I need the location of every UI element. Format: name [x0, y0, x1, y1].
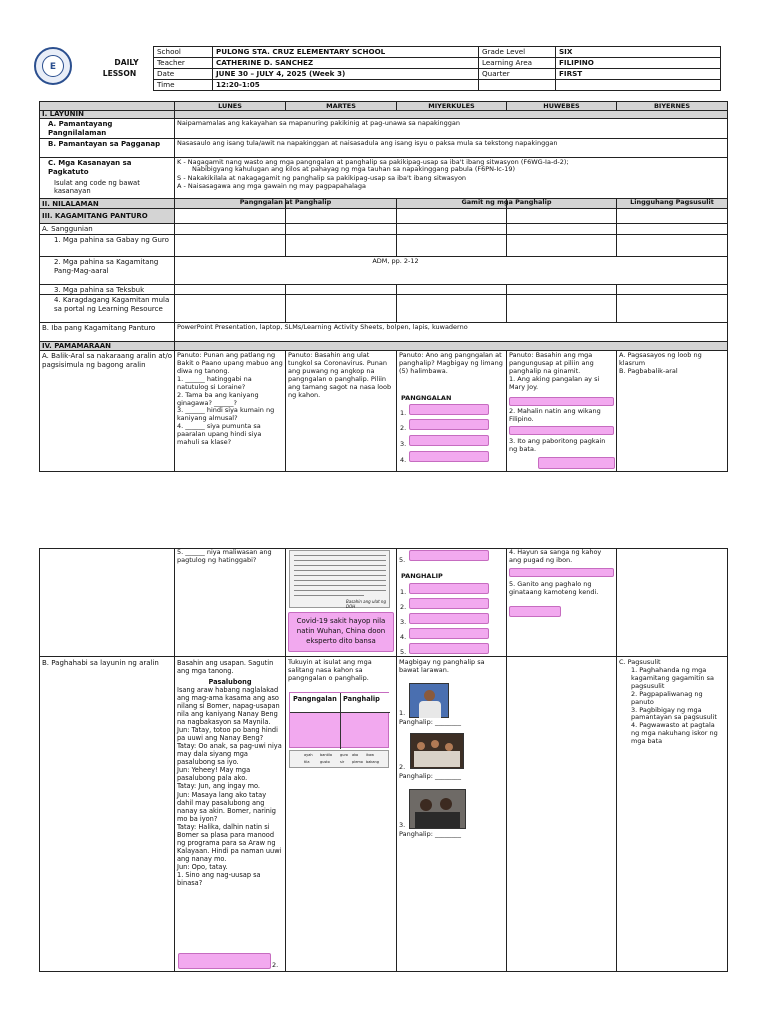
pagsusulit-step-3: 3. Pagbibigay ng mga pamantayan sa pagsusulit	[631, 705, 717, 722]
word: sir	[340, 760, 345, 764]
header-label-area: Learning Area	[482, 58, 533, 67]
photo-num-2: 2.	[399, 763, 406, 771]
story-line-3: Tatay: Oo anak, sa pag-uwi niya may dala siyang mga pasalubong sa iyo.	[177, 742, 282, 767]
answer-box[interactable]	[409, 419, 489, 430]
lunes-paghahabi	[175, 658, 285, 888]
photo-2	[410, 733, 464, 769]
panghalip-num-3: 3.	[400, 618, 407, 626]
miy-num-5: 5.	[399, 556, 406, 564]
biyernes-paghahabi	[617, 658, 727, 747]
lunes-item-3: 3. ______ hindi siya kumain ng kaniyang almusal?	[177, 406, 275, 423]
header-value-quarter: FIRST	[559, 69, 583, 78]
panghalip-num-5: 5.	[400, 648, 407, 656]
text-pamantayang-pangnilalaman: Naipamamalas ang kakayahan sa mapanuring pakikinig at pag-unawa sa napakinggan	[177, 119, 461, 127]
daily-lesson-title	[92, 57, 147, 79]
lunes-item-5: 5. ______ niya maliwasan ang pagtulog ng hatinggabi?	[177, 548, 272, 564]
story-line-4: Jun: Yeheey! May mga pasalubong pala ako.	[177, 766, 251, 783]
photo-num-1: 1.	[399, 709, 406, 717]
lunes-item-4: 4. ______ siya pumunta sa paaralan upang hindi siya mahuli sa klase?	[177, 422, 262, 447]
kasanayan-k: K - Nagagamit nang wasto ang mga pangngalan at panghalip sa pakikipag-usap sa iba't ibang sitwasyon (F6WG-Ia-d-2);	[177, 158, 569, 166]
day-header-biyernes: BIYERNES	[653, 102, 691, 110]
title-line-1: DAILY	[114, 58, 139, 67]
header-label-quarter: Quarter	[482, 69, 510, 78]
label-karagdagang-kagamitan: 4. Karagdagang Kagamitan mula sa portal ng Learning Resource	[54, 296, 170, 313]
header-label-time: Time	[157, 80, 175, 89]
answer-box[interactable]	[409, 451, 489, 462]
label-pamantayan-pagganap: B. Pamantayan sa Pagganap	[48, 140, 161, 148]
miyerkules-panghalip-label: PANGHALIP	[401, 572, 443, 580]
label-kasanayan-code: Isulat ang code ng bawat kasanayan	[54, 179, 140, 196]
header-label-grade: Grade Level	[482, 47, 526, 56]
kasanayan-k2: Nabibigyang kahulugan ang kilos at pahayag ng mga tauhan sa napakinggang pabula (F6PN-Ic-19)	[192, 165, 516, 173]
header-value-school: PULONG STA. CRUZ ELEMENTARY SCHOOL	[216, 47, 386, 56]
miy-num-1: 1.	[400, 409, 407, 417]
nilalaman-pagsusulit: Lingguhang Pagsusulit	[630, 198, 714, 206]
answer-box[interactable]	[409, 613, 489, 624]
table-header-pangngalan: Pangngalan	[293, 695, 337, 703]
word: tila	[304, 760, 310, 764]
label-paghahabi: B. Paghahabi sa layunin ng aralin	[42, 659, 159, 667]
answer-box[interactable]	[409, 404, 489, 415]
pagsusulit-step-1: 1. Paghahanda ng mga kagamitang gagamitin sa pagsusulit	[631, 665, 714, 690]
photo-1	[409, 683, 449, 718]
word: guro	[340, 753, 348, 757]
section-layunin: I. LAYUNIN	[42, 110, 84, 118]
story-line-6: Jun: Masaya lang ako tatay dahil may pasalubong ang nanay sa akin. Bomer, narinig mo ba iyon?	[177, 790, 276, 823]
day-header-huwebes: HUWEBES	[543, 102, 580, 110]
huwebes-item-3: 3. Ito ang paboritong pagkain ng bata.	[509, 437, 606, 453]
pagsusulit-title: C. Pagsusulit	[619, 658, 661, 666]
word-bank-box: Covid-19 sakit hayop nila natin Wuhan, China doon eksperto dito bansa	[288, 612, 394, 652]
doh-report-image	[289, 550, 390, 608]
answer-box[interactable]	[538, 457, 615, 469]
photo-3	[409, 789, 466, 829]
miyerkules-balik-aral: Panuto: Ano ang pangngalan at panghalip? Magbigay ng limang (5) halimbawa.	[399, 351, 503, 375]
adm-pages: ADM, pp. 2-12	[372, 257, 419, 265]
answer-box[interactable]	[409, 583, 489, 594]
label-sanggunian: A. Sanggunian	[42, 225, 93, 233]
nilalaman-pangngalan: Pangngalan at Panghalip	[239, 198, 332, 206]
word: plemo	[352, 760, 363, 764]
header-value-date: JUNE 30 – JULY 4, 2025 (Week 3)	[216, 69, 346, 78]
answer-box[interactable]	[509, 397, 614, 406]
lunes-intro: Basahin ang usapan. Sagutin ang mga tanong.	[177, 659, 274, 676]
story-line-1: Isang araw habang naglalakad ang mag-ama kasama ang aso nilang si Bomer, napag-usapan nila ang kaniyang Nanay Beng na nagbakasyon sa Maynila.	[177, 686, 280, 727]
kasanayan-a: A - Naisasagawa ang mga gawain ng may pagpapahalaga	[177, 182, 366, 190]
answer-box[interactable]	[409, 628, 489, 639]
huwebes-item-4: 4. Hayun sa sanga ng kahoy ang pugad ng ibon.	[509, 548, 602, 564]
label-iba-pang-kagamitan: B. Iba pang Kagamitang Panturo	[42, 324, 156, 332]
header-value-grade: SIX	[559, 47, 573, 56]
kasanayan-s: S - Nakakikilala at nakagagamit ng panghalip sa pakikipag-usap sa iba't ibang sitwasyon	[177, 174, 467, 182]
header-value-time: 12:20-1:05	[216, 80, 260, 89]
answer-box[interactable]	[509, 426, 614, 435]
label-kasanayan: C. Mga Kasanayan sa Pagkatuto	[48, 159, 132, 176]
word: gusto	[320, 760, 330, 764]
day-header-miyerkules: MIYERKULES	[428, 102, 475, 110]
story-line-5: Tatay: Jun, ang ingay mo.	[177, 782, 261, 791]
biyernes-item-b: B. Pagbabalik-aral	[619, 366, 678, 375]
word: ikaw	[366, 753, 374, 757]
sorting-table	[289, 692, 389, 748]
deped-seal	[34, 47, 72, 85]
word-list-box	[289, 750, 389, 768]
section-kagamitan: III. KAGAMITANG PANTURO	[42, 212, 148, 220]
huwebes-item-1: 1. Ang aking pangalan ay si Mary Joy.	[509, 374, 600, 391]
day-header-lunes: LUNES	[218, 102, 242, 110]
label-gabay-guro: 1. Mga pahina sa Gabay ng Guro	[54, 236, 169, 244]
label-kagamitang-mag-aaral: 2. Mga pahina sa Kagamitang Pang-Mag-aaral	[54, 258, 159, 275]
pagsusulit-step-4: 4. Pagwawasto at pagtala ng mga nakuhang iskor ng mga bata	[631, 721, 718, 746]
lunes-item-2: 2. Tama ba ang kaniyang ginagawa? ______?	[177, 390, 259, 407]
seal-emblem: E	[42, 55, 64, 77]
lunes-balik-aral	[175, 351, 285, 448]
story-question-1: 1. Sino ang nag-uusap sa binasa?	[177, 870, 261, 887]
section-nilalaman: II. NILALAMAN	[42, 200, 99, 208]
story-line-8: Jun: Opo, tatay.	[177, 862, 228, 871]
title-line-2: LESSON	[102, 69, 137, 78]
biyernes-balik-aral	[617, 351, 727, 377]
story-line-2: Jun: Tatay, totoo po bang hindi pa uuwi ang Nanay Beng?	[177, 726, 278, 743]
panghalip-num-2: 2.	[400, 603, 407, 611]
story-title: Pasalubong	[208, 678, 252, 687]
header-label-date: Date	[157, 69, 175, 78]
answer-box[interactable]	[509, 568, 614, 577]
nilalaman-gamit: Gamit ng mga Panghalip	[461, 198, 552, 206]
martes-balik-aral: Panuto: Basahin ang ulat tungkol sa Coronavirus. Punan ang puwang ng angkop na pangngalan o panghalip. Piliin ang tamang sagot na nasa loob ng kahon.	[288, 351, 392, 399]
panghalip-num-1: 1.	[400, 588, 407, 596]
label-teksbuk: 3. Mga pahina sa Teksbuk	[54, 286, 145, 294]
story-line-7: Tatay: Halika, dalhin natin si Bomer sa plasa para manood ng programa para sa Araw ng Kalayaan. Hindi pa naman uuwi ang nanay mo.	[177, 822, 282, 863]
answer-box[interactable]	[409, 598, 489, 609]
word: ayah	[304, 753, 313, 757]
answer-box[interactable]	[509, 606, 561, 617]
huwebes-item-5: 5. Ganito ang paghalo ng ginataang kamoteng kendi.	[509, 580, 599, 596]
miy-num-4: 4.	[400, 456, 407, 464]
answer-box[interactable]	[409, 550, 489, 561]
section-pamamaraan: IV. PAMAMARAAN	[42, 342, 111, 350]
day-header-martes: MARTES	[326, 102, 356, 110]
header-value-area: FILIPINO	[559, 58, 594, 67]
word: bantila	[320, 753, 333, 757]
answer-box[interactable]	[409, 435, 489, 446]
panghalip-blank-3: Panghalip: ________	[399, 830, 461, 838]
label-pamantayang-pangnilalaman: A. Pamantayang Pangnilalaman	[48, 120, 113, 137]
panghalip-num-4: 4.	[400, 633, 407, 641]
panghalip-blank-2: Panghalip: ________	[399, 772, 461, 780]
miy-num-3: 3.	[400, 440, 407, 448]
word: bakang	[366, 760, 379, 764]
huwebes-item-2: 2. Mahalin natin ang wikang Filipino.	[509, 407, 601, 423]
lunes-panuto: Panuto: Punan ang patlang ng Bakit o Paano upang mabuo ang diwa ng tanong.	[177, 351, 283, 375]
pagsusulit-step-2: 2. Pagpapaliwanag ng panuto	[631, 689, 703, 706]
answer-box[interactable]	[409, 643, 489, 654]
miyerkules-pangngalan-label: PANGNGALAN	[401, 394, 452, 402]
martes-paghahabi: Tukuyin at isulat ang mga salitang nasa kahon sa pangngalan o panghalip.	[288, 658, 372, 682]
story-question-2: 2.	[272, 961, 279, 969]
word: ako	[352, 753, 359, 757]
lunes-item-1: 1. ______ hatinggabi na natutulog si Loraine?	[177, 374, 252, 391]
huwebes-panuto: Panuto: Basahin ang mga pangungusap at piliin ang panghalip na ginamit.	[509, 351, 594, 375]
text-pamantayan-pagganap: Nasasaulo ang isang tula/awit na napakinggan at naisasadula ang isang isyu o paksa mula sa tekstong napakinggan	[177, 139, 558, 147]
miyerkules-paghahabi: Magbigay ng panghalip sa bawat larawan.	[399, 658, 485, 674]
biyernes-item-a: A. Pagsasayos ng loob ng klasrum	[619, 351, 702, 367]
answer-box[interactable]	[178, 953, 271, 969]
header-label-teacher: Teacher	[157, 58, 185, 67]
photo-num-3: 3.	[399, 821, 406, 829]
miy-num-2: 2.	[400, 424, 407, 432]
iba-pang-kagamitan-value: PowerPoint Presentation, laptop, SLMs/Learning Activity Sheets, bolpen, lapis, kuwaderno	[177, 323, 468, 331]
huwebes-balik-aral	[507, 351, 616, 393]
doh-caption: Basahin ang ulat ng DOH	[346, 599, 386, 609]
label-balik-aral: A. Balik-Aral sa nakaraang aralin at/o pagsisimula ng bagong aralin	[42, 352, 173, 369]
table-header-panghalip: Panghalip	[343, 695, 380, 703]
panghalip-blank-1: Panghalip: ________	[399, 718, 461, 726]
header-value-teacher: CATHERINE D. SANCHEZ	[216, 58, 314, 67]
header-label-school: School	[157, 47, 181, 56]
